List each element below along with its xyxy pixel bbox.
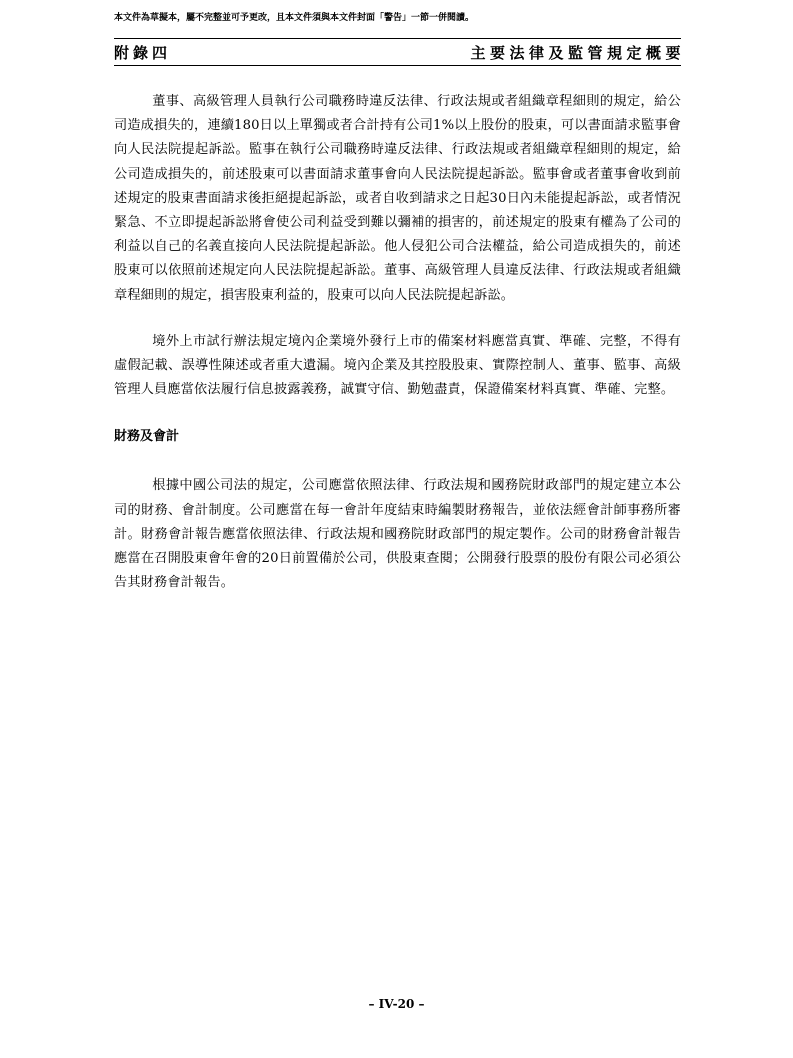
draft-notice: 本文件為草擬本，屬不完整並可予更改，且本文件須與本文件封面「警告」一節一併閱讀。	[114, 13, 475, 23]
section-title: 主要法律及監管規定概要	[470, 43, 685, 62]
header-rule-top	[114, 38, 681, 39]
section-heading-finance-accounting: 財務及會計	[114, 429, 180, 445]
paragraph-finance-accounting: 根據中國公司法的規定，公司應當依照法律、行政法規和國務院財政部門的規定建立本公司的財務、會計制度。公司應當在每一會計年度結束時編製財務報告，並依法經會計師事務所審計。財務會計報告應當依照法律、行政法規和國務院財政部門的規定製作。公司的財務會計報告應當在召開股東會年會的20日前置備於公司，供股東查閱；公開發行股票的股份有限公司必須公告其財務會計報告。	[114, 478, 681, 591]
appendix-title: 附錄四	[114, 43, 172, 62]
header-rule-bottom	[114, 65, 681, 66]
paragraph-shareholder-litigation: 董事、高級管理人員執行公司職務時違反法律、行政法規或者組織章程細則的規定，給公司造成損失的，連續180日以上單獨或者合計持有公司1%以上股份的股東，可以書面請求監事會向人民法院提起訴訟。監事在執行公司職務時違反法律、行政法規或者組織章程細則的規定，給公司造成損失的，前述股東可以書面請求董事會向人民法院提起訴訟。監事會或者董事會收到前述規定的股東書面請求後拒絕提起訴訟，或者自收到請求之日起30日內未能提起訴訟，或者情況緊急、不立即提起訴訟將會使公司利益受到難以彌補的損害的，前述規定的股東有權為了公司的利益以自己的名義直接向人民法院提起訴訟。他人侵犯公司合法權益，給公司造成損失的，前述股東可以依照前述規定向人民法院提起訴訟。董事、高級管理人員違反法律、行政法規或者組織章程細則的規定，損害股東利益的，股東可以向人民法院提起訴訟。	[114, 94, 682, 303]
page-header	[114, 41, 685, 63]
page-number: – IV-20 –	[368, 997, 425, 1011]
document-body	[114, 90, 681, 595]
paragraph-overseas-listing-filing: 境外上市試行辦法規定境內企業境外發行上市的備案材料應當真實、準確、完整，不得有虛假記載、誤導性陳述或者重大遺漏。境內企業及其控股股東、實際控制人、董事、監事、高級管理人員應當依法履行信息披露義務，誠實守信、勤勉盡責，保證備案材料真實、準確、完整。	[114, 333, 681, 398]
